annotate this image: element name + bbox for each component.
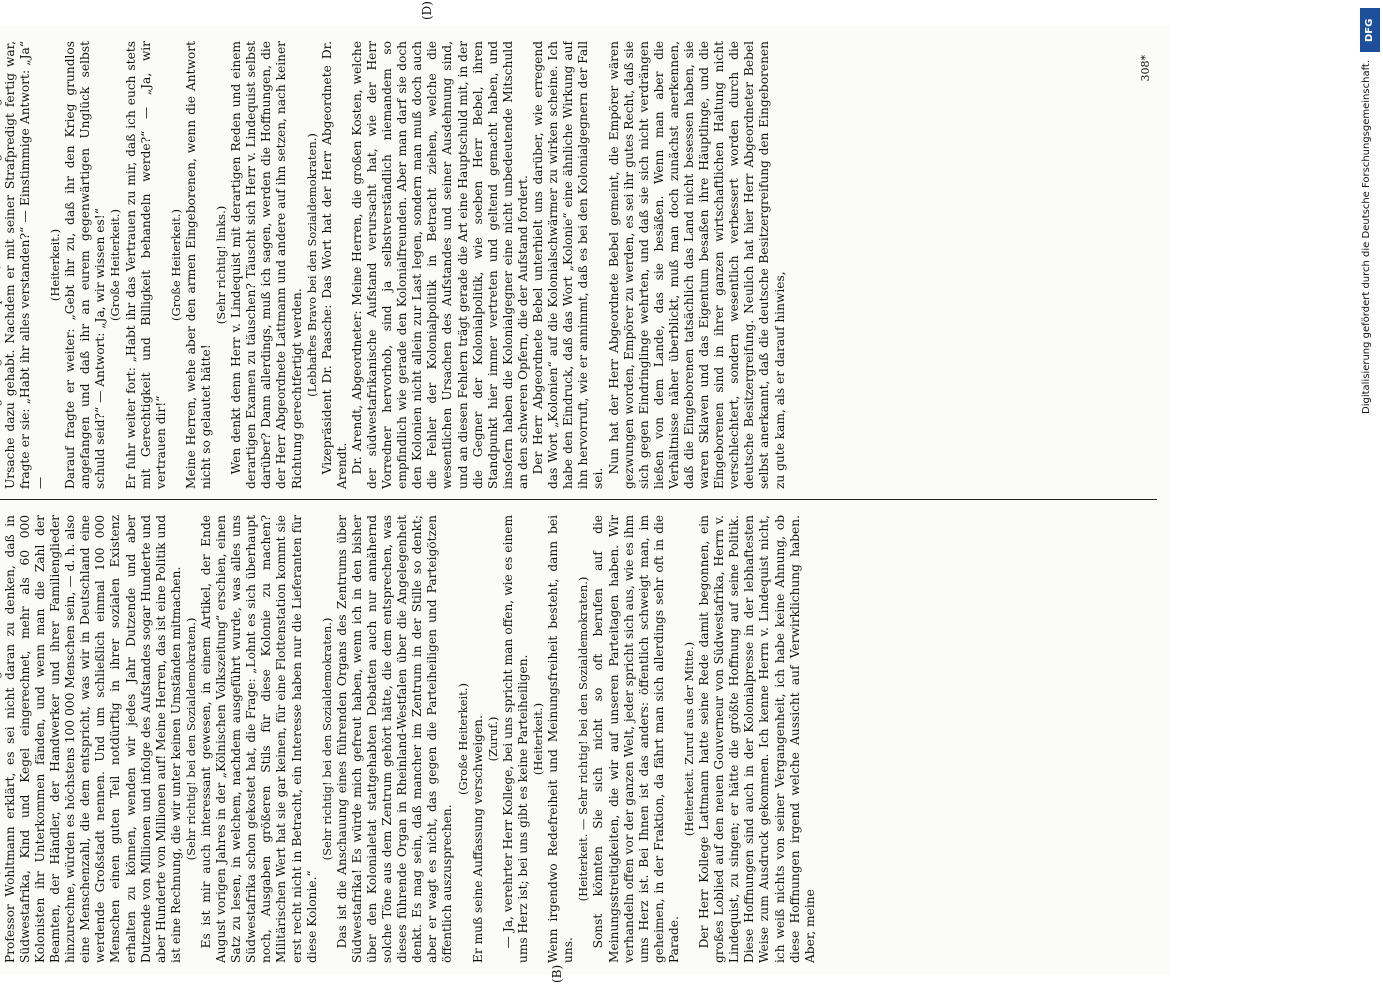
interjection: (Lebhaftes Bravo bei den Sozialdemokraten.) bbox=[304, 133, 319, 397]
column-divider bbox=[0, 499, 1157, 500]
interjection: (Zuruf.) bbox=[485, 716, 500, 762]
interjection: (Sehr richtig! links.) bbox=[214, 205, 229, 325]
interjection: (Sehr richtig! bei den Sozialdemokraten.) bbox=[183, 617, 198, 861]
margin-marker-b: (B) bbox=[550, 964, 564, 983]
interjection: (Heiterkeit.) bbox=[531, 702, 546, 776]
text-column-left bbox=[0, 515, 1152, 963]
paragraph: Das ist die Anschauung eines führenden Organs des Zentrums über Südwestafrika! Es würde mich gefreut haben, wenn ich in den bisher über den Kolonialetat stattgehabten Debatten auch nur annähernd solche Töne aus dem Zentrum gehört hätte, die dem entsprechen, was dieses führende Organ in Rheinland-Westfalen über die Angelegenheit denkt. Es mag sein, daß mancher im Zentrum in der Stille so denkt; aber er wagt es nicht, das gegen die Parteiheiligen und Parteigötzen öffentlich auszusprechen. bbox=[334, 515, 455, 963]
interjection: (Heiterkeit. — Sehr richtig! bei den Sozialdemokraten.) bbox=[576, 576, 591, 902]
interjection: (Große Heiterkeit.) bbox=[455, 683, 470, 795]
digitization-sidebar bbox=[1357, 0, 1383, 1000]
interjection: (Heiterkeit.) bbox=[48, 228, 63, 302]
text-column-right bbox=[0, 41, 1152, 489]
paragraph: Sonst könnten Sie sich nicht so oft berufen auf die Meinungsstreitigkeiten, die wir auf unseren Parteitagen haben. Wir verhandeln offen vor der ganzen Welt, jeder spricht sich aus, wie es ihm ums Herz ist. Bei Ihnen ist das anders: öffentlich schweigt man, im geheimen, in der Fraktion, da fährt man sich allerdings sehr oft in die Parade. bbox=[591, 515, 681, 963]
paragraph: — Ja, verehrter Herr Kollege, bei uns spricht man offen, wie es einem ums Herz ist; bei uns gibt es keine Parteiheiligen. bbox=[500, 515, 530, 963]
paragraph: Der Herr Abgeordnete Bebel unterhielt uns darüber, wie erregend das Wort „Kolonien“ auf die Kolonialschwärmer zu wirken scheine. Ich habe den Eindruck, daß das Wort „Kolonie“ eine ähnliche Wirkung auf ihn hervorruft, wie er annimmt, daß es bei den Kolonialgegnern der Fall sei. bbox=[531, 41, 606, 489]
paragraph: Er fuhr weiter fort: „Habt ihr das Vertrauen zu mir, daß ich euch stets mit Gerechtigkeit und Billigkeit behandeln werde?“ — „Ja, wir vertrauen dir!“ bbox=[123, 41, 168, 489]
paragraph: Der Herr Kollege Lattmann hatte seine Rede damit begonnen, ein großes Loblied auf den neuen Gouverneur von Südwestafrika, Herrn v. Lindequist, zu singen; er hätte die größte Hoffnung auf seine Politik. Diese Hoffnungen sind auch in der Kolonialpresse in der lebhaftesten Weise zum Ausdruck gekommen. Ich kenne Herrn v. Lindequist nicht, ich weiß nichts von seiner Vergangenheit, ich habe keine Ahnung, ob diese Hoffnungen irgend welche Aussicht auf Verwirklichung haben. Aber, meine bbox=[697, 515, 817, 963]
paragraph: Vizepräsident Dr. Paasche: Das Wort hat der Herr Abgeordnete Dr. Arendt. bbox=[319, 41, 349, 489]
paragraph: Nun hat der Herr Abgeordnete Bebel gemeint, die Empörer wären gezwungen worden, Empörer zu werden, es sei ihr gutes Recht, daß sie sich gegen Eindringlinge wehrten, und daß sie sich nicht verdrängen ließen von dem Lande, das sie besäßen. Wenn man aber die Verhältnisse näher überblickt, muß man doch zunächst anerkennen, daß die Eingeborenen tatsächlich das Land nicht besessen haben, sie waren Sklaven und das Eigentum besaßen ihre Häuptlinge, und die Eingeborenen sind in ihrer ganzen wirtschaftlichen Haltung nicht verschlechtert, sondern wesentlich verbessert worden durch die deutsche Besitzergreifung. Neulich hat hier Herr Abgeordneter Bebel selbst anerkannt, daß die deutsche Besitzergreifung den Eingeborenen zu gute kam, als er darauf hinwies, bbox=[606, 41, 787, 489]
signature-number: 308* bbox=[1139, 55, 1152, 82]
paragraph: Er muß seine Auffassung verschweigen. bbox=[470, 715, 485, 963]
paragraph: Meine Herren, wehe aber den armen Eingeborenen, wenn die Antwort nicht so gelautet hätte! bbox=[183, 41, 213, 489]
paragraph: Darauf fragte er weiter: „Gebt ihr zu, daß ihr den Krieg grundlos angefangen und daß ihr an eurem gegenwärtigen Unglück selbst schuld seid?“ — Antwort: „Ja, wir wissen es!“ bbox=[63, 41, 108, 489]
paragraph: Professor Wohltmann erklärt, es sei nicht daran zu denken, daß in Südwestafrika, Kind und Kegel eingerechnet, mehr als 60 000 Kolonisten ihr Unterkommen fänden, und wenn man die Zahl der Beamten, der Händler, der Handwerker und ihrer Familienglieder hinzurechne, würden es höchstens 100 000 Menschen sein, — d. h. also eine Menschenzahl, die dem entspricht, was wir in Deutschland eine werdende Großstadt nennen. Und um schließlich einmal 100 000 Menschen einen guten Teil notdürftig in ihrer sozialen Existenz erhalten zu können, wenden wir jedes Jahr Dutzende und aber Dutzende von Millionen und infolge des Aufstandes sogar Hunderte und aber Hunderte von Millionen auf! Meine Herren, das ist eine Politik und ist eine Rechnung, die wir unter keinen Umständen mitmachen. bbox=[2, 515, 183, 963]
paragraph: Wen denkt denn Herr v. Lindequist mit derartigen Reden und einem derartigen Examen zu täuschen? Täuscht sich Herr v. Lindequist selbst darüber? Dann allerdings, muß ich sagen, werden die Hoffnungen, die der Herr Abgeordnete Lattmann und andere auf ihn setzen, nach keiner Richtung gerechtfertigt werden. bbox=[229, 41, 304, 489]
interjection: (Heiterkeit. Zuruf aus der Mitte.) bbox=[681, 641, 696, 837]
dfg-logo: DFG bbox=[1360, 8, 1380, 52]
scanned-page bbox=[0, 1, 1170, 983]
interjection: (Sehr richtig! bei den Sozialdemokraten.) bbox=[319, 617, 334, 861]
interjection: (Große Heiterkeit.) bbox=[168, 209, 183, 321]
paragraph: Es ist mir auch interessant gewesen, in einem Artikel, der Ende August vorigen Jahres in der „Kölnischen Volkszeitung“ erschien, einen Satz zu lesen, in welchem, nachdem ausgeführt wurde, was alles uns Südwestafrika schon gekostet hat, die Frage: „Lohnt es sich überhaupt noch, Ausgaben größeren Stils für diese Kolonie zu machen? Militärischen Wert hat sie gar keinen, für eine Flottenstation kommt sie erst recht nicht in Betracht, ein Interesse haben nur die Lieferanten für diese Kolonie.“ bbox=[198, 515, 319, 963]
interjection: (Große Heiterkeit.) bbox=[108, 209, 123, 321]
paragraph: Wenn irgendwo Redefreiheit und Meinungsfreiheit besteht, dann bei uns. bbox=[546, 515, 576, 963]
margin-marker-d: (D) bbox=[420, 1, 434, 20]
dfg-credit: Digitalisierung gefördert durch die Deutsche Forschungsgemeinschaft. bbox=[1361, 60, 1372, 415]
paragraph: Ursache dazu gehabt. Nachdem er mit seiner Strafpredigt fertig war, fragte er sie: „Habt ihr alles verstanden?“ — Einstimmige Antwort: „Ja“ — bbox=[2, 41, 47, 489]
paragraph: Dr. Arendt, Abgeordneter: Meine Herren, die großen Kosten, welche der südwestafrikanische Aufstand verursacht hat, wie der Herr Vorredner hervorhob, sind ja selbstverständlich niemandem so empfindlich wie gerade den Kolonialfreunden. Aber man darf sie doch den Kolonien nicht allein zur Last legen, sondern man muß doch auch die Fehler der Kolonialpolitik in Betracht ziehen, welche die wesentlichen Ursachen des Aufstandes und seiner Ausdehnung sind, und an diesen Fehlern trägt gerade die Art eine Hauptschuld mit, in der die Gegner der Kolonialpolitik, wie soeben Herr Bebel, ihren Standpunkt hier immer vertreten und geltend gemacht haben, und insofern haben die Kolonialgegner eine nicht unbedeutende Mitschuld an den schweren Opfern, die der Aufstand fordert. bbox=[349, 41, 530, 489]
